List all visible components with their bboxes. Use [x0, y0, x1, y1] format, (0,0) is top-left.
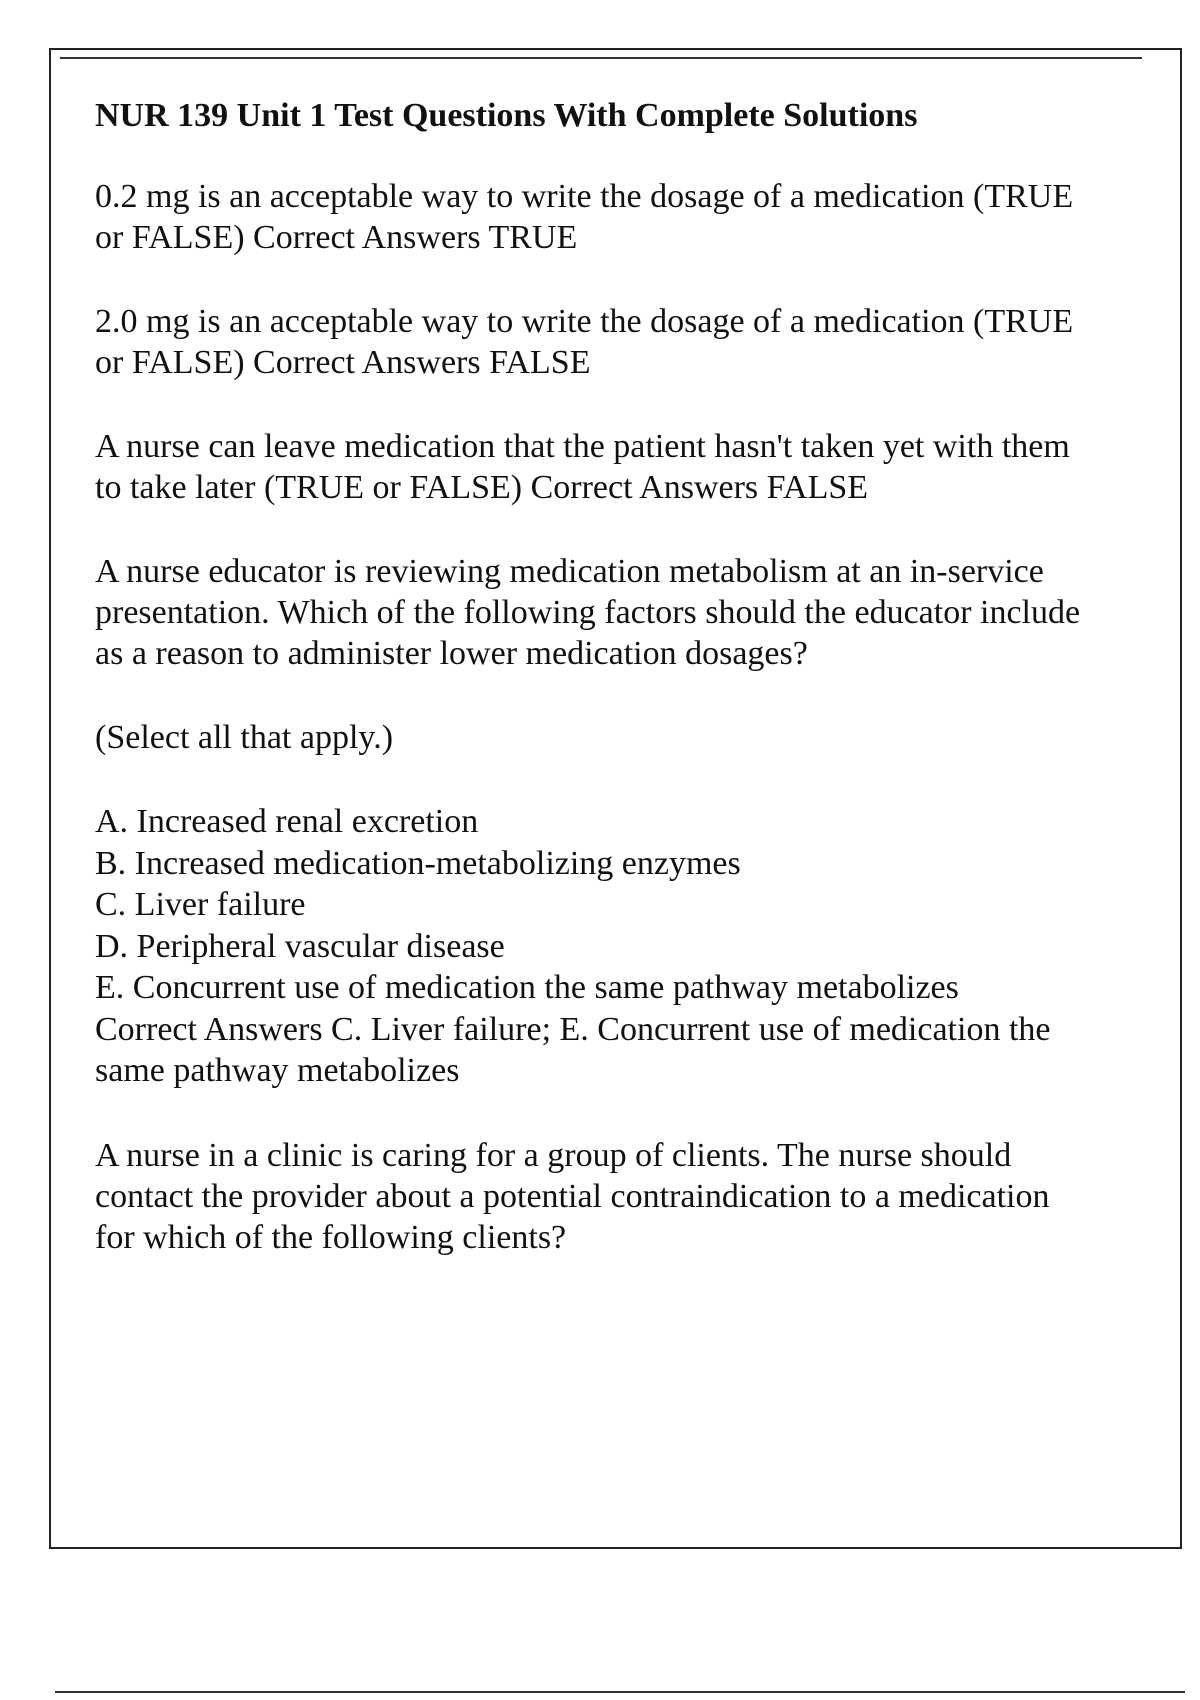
document-title: NUR 139 Unit 1 Test Questions With Complete Solutions [95, 97, 918, 134]
question-1: 0.2 mg is an acceptable way to write the dosage of a medication (TRUE or FALSE) Correct Answers TRUE [95, 178, 1074, 256]
question-2: 2.0 mg is an acceptable way to write the dosage of a medication (TRUE or FALSE) Correct Answers FALSE [95, 303, 1074, 381]
option-e: E. Concurrent use of medication the same pathway metabolizes [95, 969, 959, 1006]
question-5: A nurse in a clinic is caring for a group of clients. The nurse should contact the provider about a potential contraindication to a medication for which of the following clients? [95, 1136, 1050, 1256]
option-a: A. Increased renal excretion [95, 803, 479, 840]
question-3: A nurse can leave medication that the patient hasn't taken yet with them to take later (TRUE or FALSE) Correct Answers FALSE [95, 428, 1070, 506]
question-4-stem: A nurse educator is reviewing medication metabolism at an in-service presentation. Which of the following factors should the educator include as a reason to administer lower medication dosages? [95, 553, 1081, 672]
document-content [95, 96, 1085, 1301]
option-d: D. Peripheral vascular disease [95, 927, 505, 965]
question-4-options [95, 801, 1085, 1092]
option-c: C. Liver failure [95, 886, 306, 923]
footer-rule [55, 1691, 1185, 1693]
question-4-answer: Correct Answers C. Liver failure; E. Concurrent use of medication the same pathway metabolizes [95, 1010, 1051, 1089]
top-rule [60, 57, 1142, 59]
question-4-instruction: (Select all that apply.) [95, 719, 394, 756]
option-b: B. Increased medication-metabolizing enzymes [95, 844, 741, 882]
